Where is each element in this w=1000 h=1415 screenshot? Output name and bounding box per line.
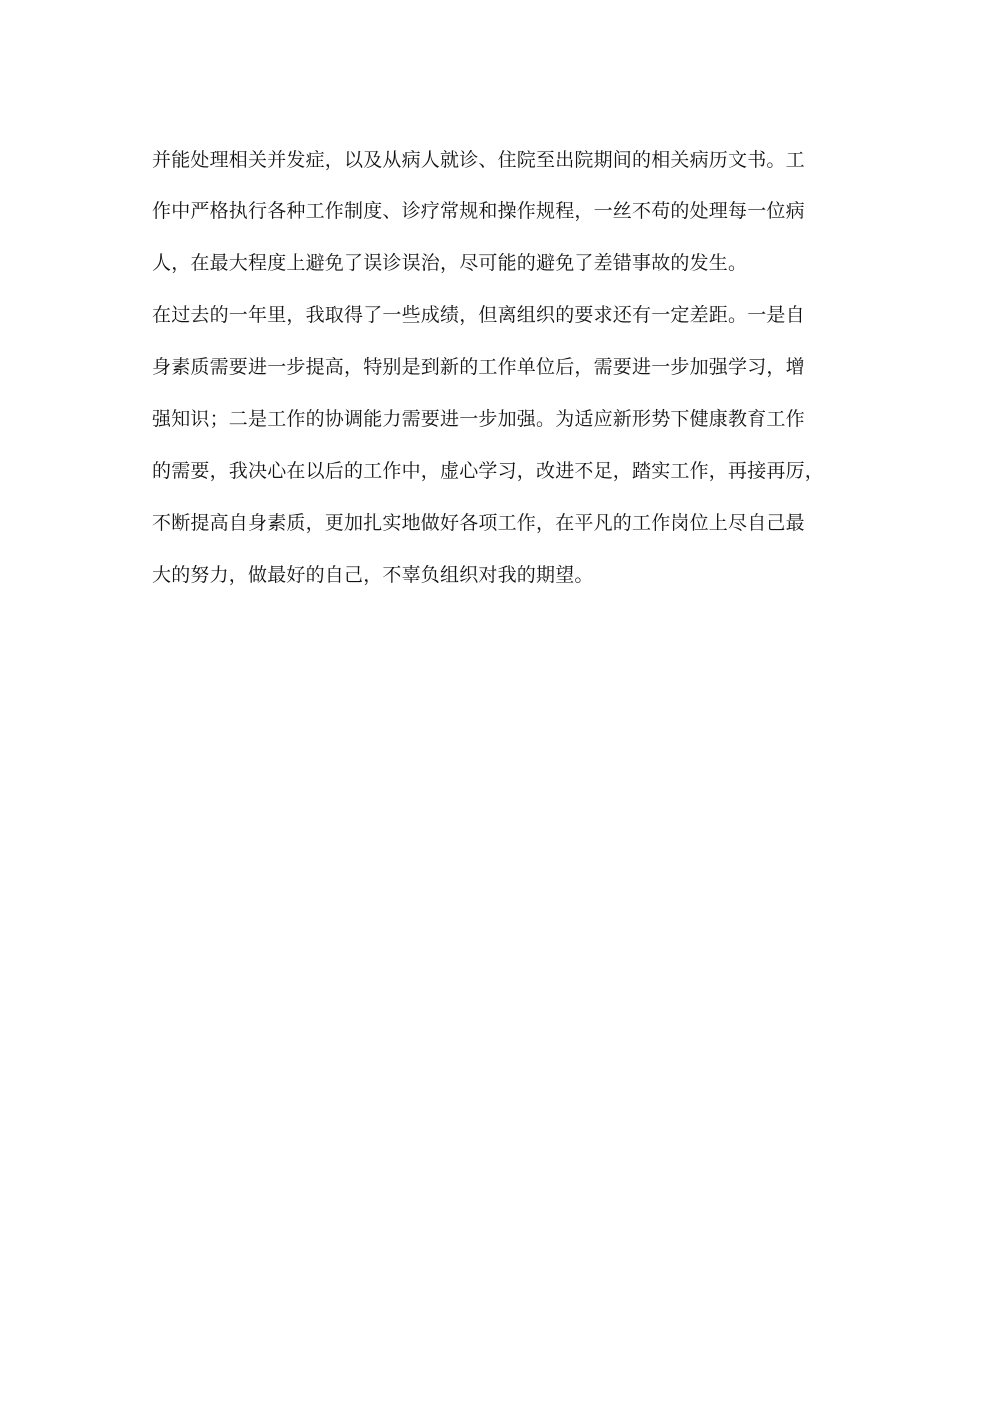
text-line: 强知识；二是工作的协调能力需要进一步加强。为适应新形势下健康教育工作: [152, 408, 805, 430]
text-line: 不断提高自身素质，更加扎实地做好各项工作，在平凡的工作岗位上尽自己最: [152, 512, 805, 534]
text-line: 大的努力，做最好的自己，不辜负组织对我的期望。: [152, 564, 594, 586]
text-line: 人，在最大程度上避免了误诊误治，尽可能的避免了差错事故的发生。: [152, 252, 748, 274]
text-line: 并能处理相关并发症，以及从病人就诊、住院至出院期间的相关病历文书。工: [152, 149, 805, 171]
text-line: 的需要，我决心在以后的工作中，虚心学习，改进不足，踏实工作，再接再厉，: [152, 460, 825, 482]
text-line: 作中严格执行各种工作制度、诊疗常规和操作规程，一丝不苟的处理每一位病: [152, 200, 805, 222]
text-line: 在过去的一年里，我取得了一些成绩，但离组织的要求还有一定差距。一是自: [152, 304, 805, 326]
text-line: 身素质需要进一步提高，特别是到新的工作单位后，需要进一步加强学习，增: [152, 356, 805, 378]
